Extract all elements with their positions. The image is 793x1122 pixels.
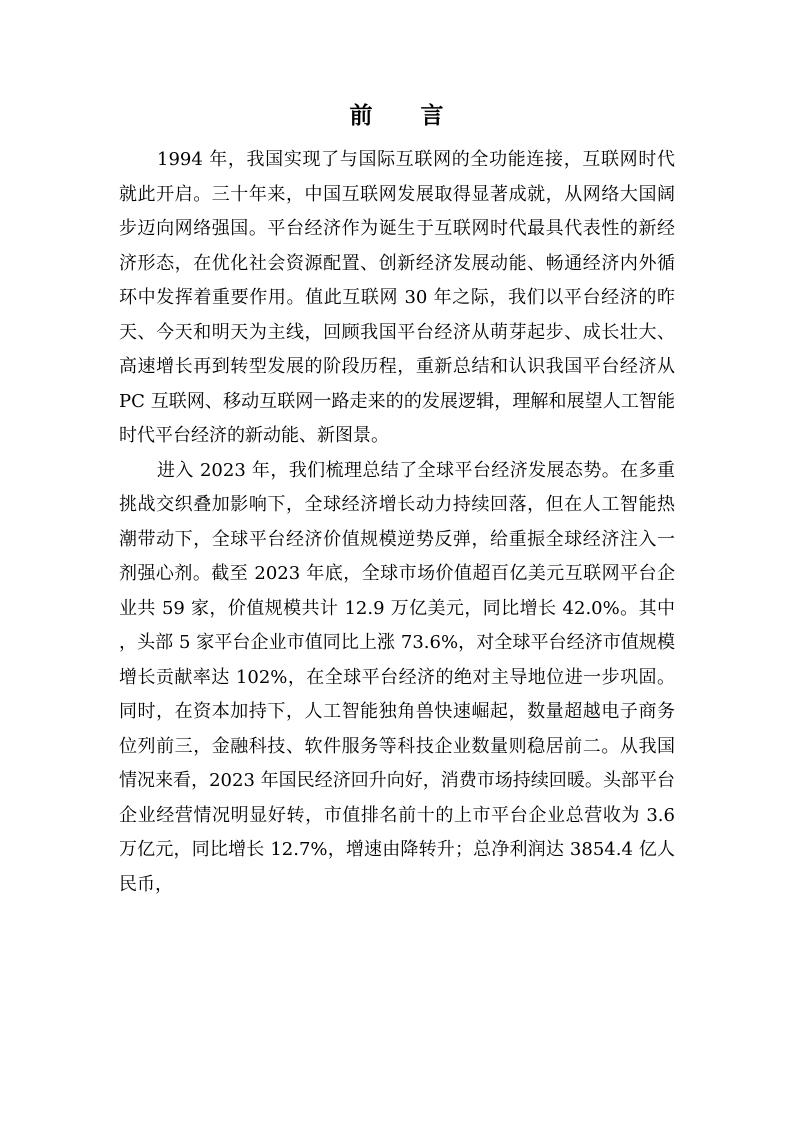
paragraph-2: 进入 2023 年，我们梳理总结了全球平台经济发展态势。在多重挑战交织叠加影响下，全球经济增长动力持续回落，但在人工智能热潮带动下，全球平台经济价值规模逆势反弹，给重振全球经济注入一剂强心剂。截至 2023 年底，全球市场价值超百亿美元互联网平台企业共 59 家，价值规模共计 12.9 万亿美元，同比增长 42.0%。其中，头部 5 家平台企业市值同比上涨 73.6%，对全球平台经济市值规模增长贡献率达 102%，在全球平台经济的绝对主导地位进一步巩固。同时，在资本加持下，人工智能独角兽快速崛起，数量超越电子商务位列前三，金融科技、软件服务等科技企业数量则稳居前二。从我国情况来看，2023 年国民经济回升向好，消费市场持续回暖。头部平台企业经营情况明显好转，市值排名前十的上市平台企业总营收为 3.6 万亿元，同比增长 12.7%，增速由降转升；总净利润达 3854.4 亿人民币， <box>119 459 675 895</box>
paragraph-1: 1994 年，我国实现了与国际互联网的全功能连接，互联网时代就此开启。三十年来，中国互联网发展取得显著成就，从网络大国阔步迈向网络强国。平台经济作为诞生于互联网时代最具代表性的新经济形态，在优化社会资源配置、创新经济发展动能、畅通经济内外循环中发挥着重要作用。值此互联网 30 年之际，我们以平台经济的昨天、今天和明天为主线，回顾我国平台经济从萌芽起步、成长壮大、高速增长再到转型发展的阶段历程，重新总结和认识我国平台经济从 PC 互联网、移动互联网一路走来的的发展逻辑，理解和展望人工智能时代平台经济的新动能、新图景。 <box>119 149 675 446</box>
page-title: 前 言 <box>349 102 464 129</box>
document-body <box>119 143 675 902</box>
